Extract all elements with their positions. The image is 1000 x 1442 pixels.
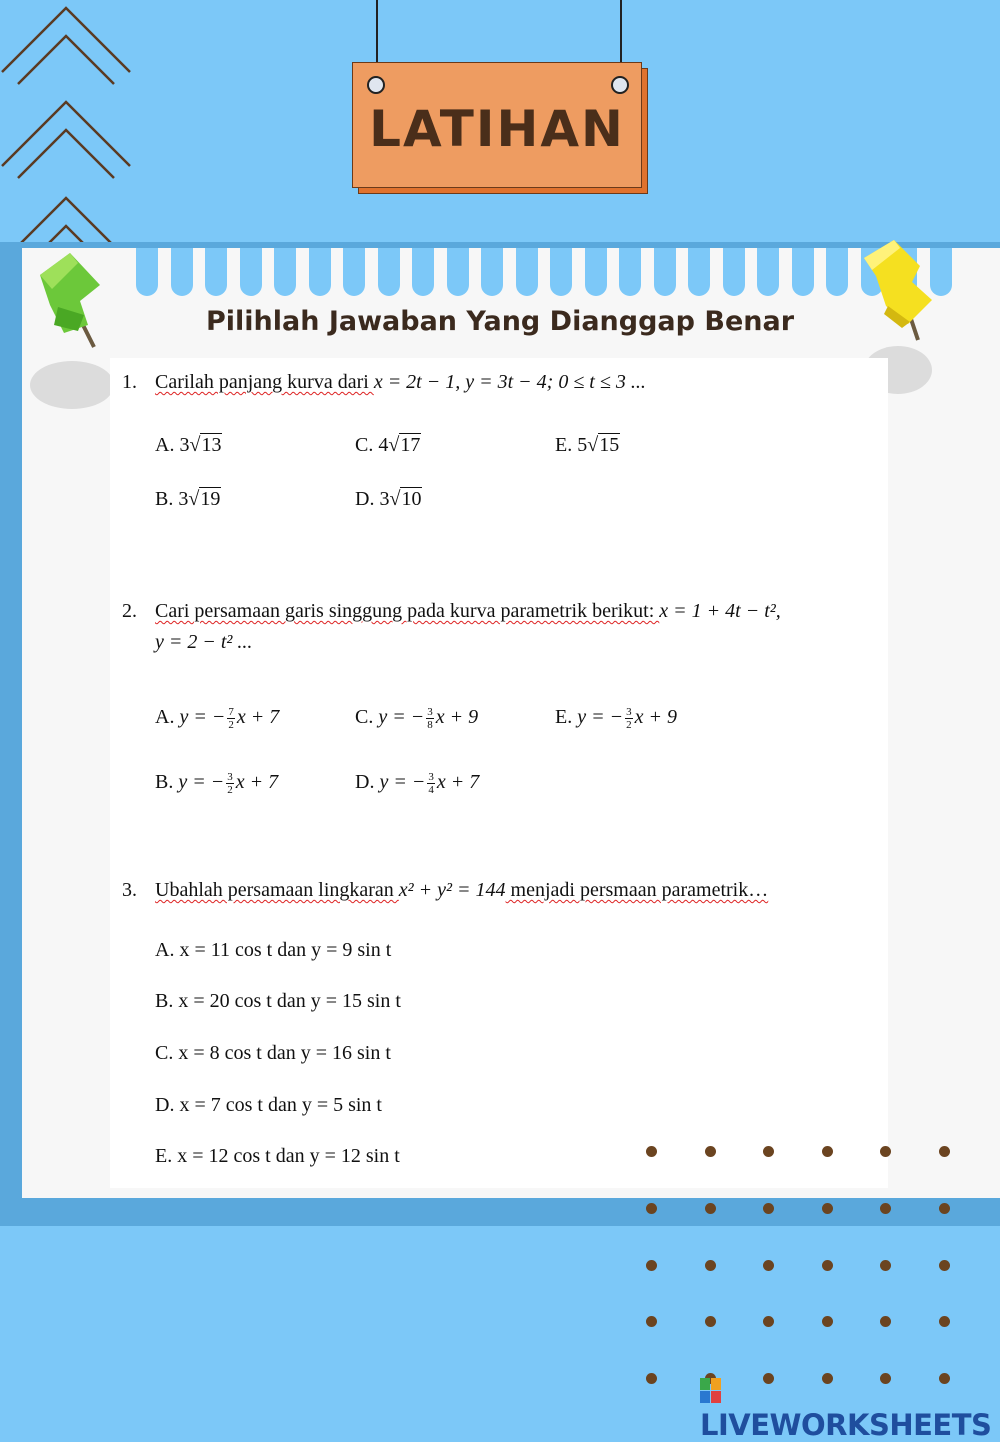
decor-dot bbox=[705, 1260, 716, 1271]
decor-dot bbox=[880, 1203, 891, 1214]
decor-dot bbox=[822, 1316, 833, 1327]
decor-dot bbox=[822, 1146, 833, 1157]
binding-hole bbox=[205, 248, 227, 296]
sign-hole-right bbox=[611, 76, 629, 94]
q1-option-b[interactable]: B. 3√19 bbox=[155, 488, 221, 510]
q2-option-e[interactable]: E. y = − $\frac{3}{2}$ x + 9 bbox=[555, 706, 677, 731]
decor-dot bbox=[763, 1316, 774, 1327]
question-number: 2. bbox=[122, 600, 137, 622]
binding-hole bbox=[826, 248, 848, 296]
q1-option-c[interactable]: C. 4√17 bbox=[355, 434, 421, 456]
decor-dot bbox=[822, 1203, 833, 1214]
question-text: Cari persamaan garis singgung pada kurva parametrik berikut: bbox=[155, 600, 660, 622]
binding-hole bbox=[274, 248, 296, 296]
binding-hole bbox=[792, 248, 814, 296]
question-math: x = 1 + 4t − t², bbox=[659, 600, 781, 622]
decor-dot bbox=[880, 1316, 891, 1327]
question-1-text bbox=[155, 371, 646, 394]
q1-option-e[interactable]: E. 5√15 bbox=[555, 434, 620, 456]
decor-dot bbox=[939, 1146, 950, 1157]
binding-hole bbox=[447, 248, 469, 296]
q2-option-b[interactable]: B. y = − $\frac{3}{2}$ x + 7 bbox=[155, 771, 279, 796]
binding-hole bbox=[171, 248, 193, 296]
q3-option-a[interactable]: A. x = 11 cos t dan y = 9 sin t bbox=[155, 939, 392, 961]
decor-dot bbox=[939, 1260, 950, 1271]
decor-dot bbox=[880, 1146, 891, 1157]
sign-hole-left bbox=[367, 76, 385, 94]
q1-option-a[interactable]: A. 3√13 bbox=[155, 434, 222, 456]
question-2-math-line2: y = 2 − t² ... bbox=[155, 631, 253, 653]
liveworksheets-icon bbox=[700, 1378, 722, 1404]
binding-hole bbox=[654, 248, 676, 296]
decor-dot bbox=[763, 1203, 774, 1214]
q3-option-d[interactable]: D. x = 7 cos t dan y = 5 sin t bbox=[155, 1094, 382, 1116]
decor-dot bbox=[705, 1146, 716, 1157]
binding-hole bbox=[550, 248, 572, 296]
binding-hole bbox=[343, 248, 365, 296]
binding-hole bbox=[378, 248, 400, 296]
question-text: Carilah panjang kurva dari bbox=[155, 371, 374, 393]
q3-option-e[interactable]: E. x = 12 cos t dan y = 12 sin t bbox=[155, 1145, 400, 1167]
question-2-text bbox=[155, 600, 781, 623]
q3-option-b[interactable]: B. x = 20 cos t dan y = 15 sin t bbox=[155, 990, 401, 1012]
decor-dot bbox=[646, 1316, 657, 1327]
binding-hole bbox=[481, 248, 503, 296]
binding-hole bbox=[688, 248, 710, 296]
decor-dot bbox=[939, 1316, 950, 1327]
liveworksheets-logo[interactable] bbox=[700, 1374, 1000, 1442]
binding-hole bbox=[723, 248, 745, 296]
binding-hole bbox=[757, 248, 779, 296]
decor-dot bbox=[763, 1260, 774, 1271]
q2-option-d[interactable]: D. y = − $\frac{3}{4}$ x + 7 bbox=[355, 771, 480, 796]
decor-dot bbox=[646, 1260, 657, 1271]
question-text: menjadi persmaan parametrik… bbox=[505, 879, 769, 901]
instruction-heading: Pilihlah Jawaban Yang Dianggap Benar bbox=[205, 306, 795, 337]
binding-hole bbox=[136, 248, 158, 296]
title-sign bbox=[352, 62, 642, 188]
decor-dot bbox=[646, 1146, 657, 1157]
question-math: x² + y² = 144 bbox=[398, 879, 506, 901]
sign-title: LATIHAN bbox=[369, 100, 625, 158]
question-3-text bbox=[155, 879, 768, 902]
q1-option-d[interactable]: D. 3√10 bbox=[355, 488, 422, 510]
binding-hole bbox=[619, 248, 641, 296]
decor-dot bbox=[646, 1373, 657, 1384]
decor-dot bbox=[880, 1260, 891, 1271]
question-number: 1. bbox=[122, 371, 137, 393]
question-text: Ubahlah persamaan lingkaran bbox=[155, 879, 399, 901]
decor-dot bbox=[939, 1203, 950, 1214]
brand-name: LIVEWORKSHEETS bbox=[700, 1408, 992, 1442]
decor-dot bbox=[705, 1316, 716, 1327]
binding-hole bbox=[516, 248, 538, 296]
binding-hole bbox=[585, 248, 607, 296]
binding-hole bbox=[309, 248, 331, 296]
q2-option-c[interactable]: C. y = − $\frac{3}{8}$ x + 9 bbox=[355, 706, 479, 731]
binding-hole bbox=[240, 248, 262, 296]
decor-dot bbox=[646, 1203, 657, 1214]
decor-dot bbox=[705, 1203, 716, 1214]
decor-dot bbox=[763, 1146, 774, 1157]
question-math: x = 2t − 1, y = 3t − 4; 0 ≤ t ≤ 3 ... bbox=[373, 371, 646, 393]
decor-dot bbox=[822, 1260, 833, 1271]
binding-hole bbox=[412, 248, 434, 296]
q3-option-c[interactable]: C. x = 8 cos t dan y = 16 sin t bbox=[155, 1042, 391, 1064]
question-number: 3. bbox=[122, 879, 137, 901]
q2-option-a[interactable]: A. y = − $\frac{7}{2}$ x + 7 bbox=[155, 706, 280, 731]
